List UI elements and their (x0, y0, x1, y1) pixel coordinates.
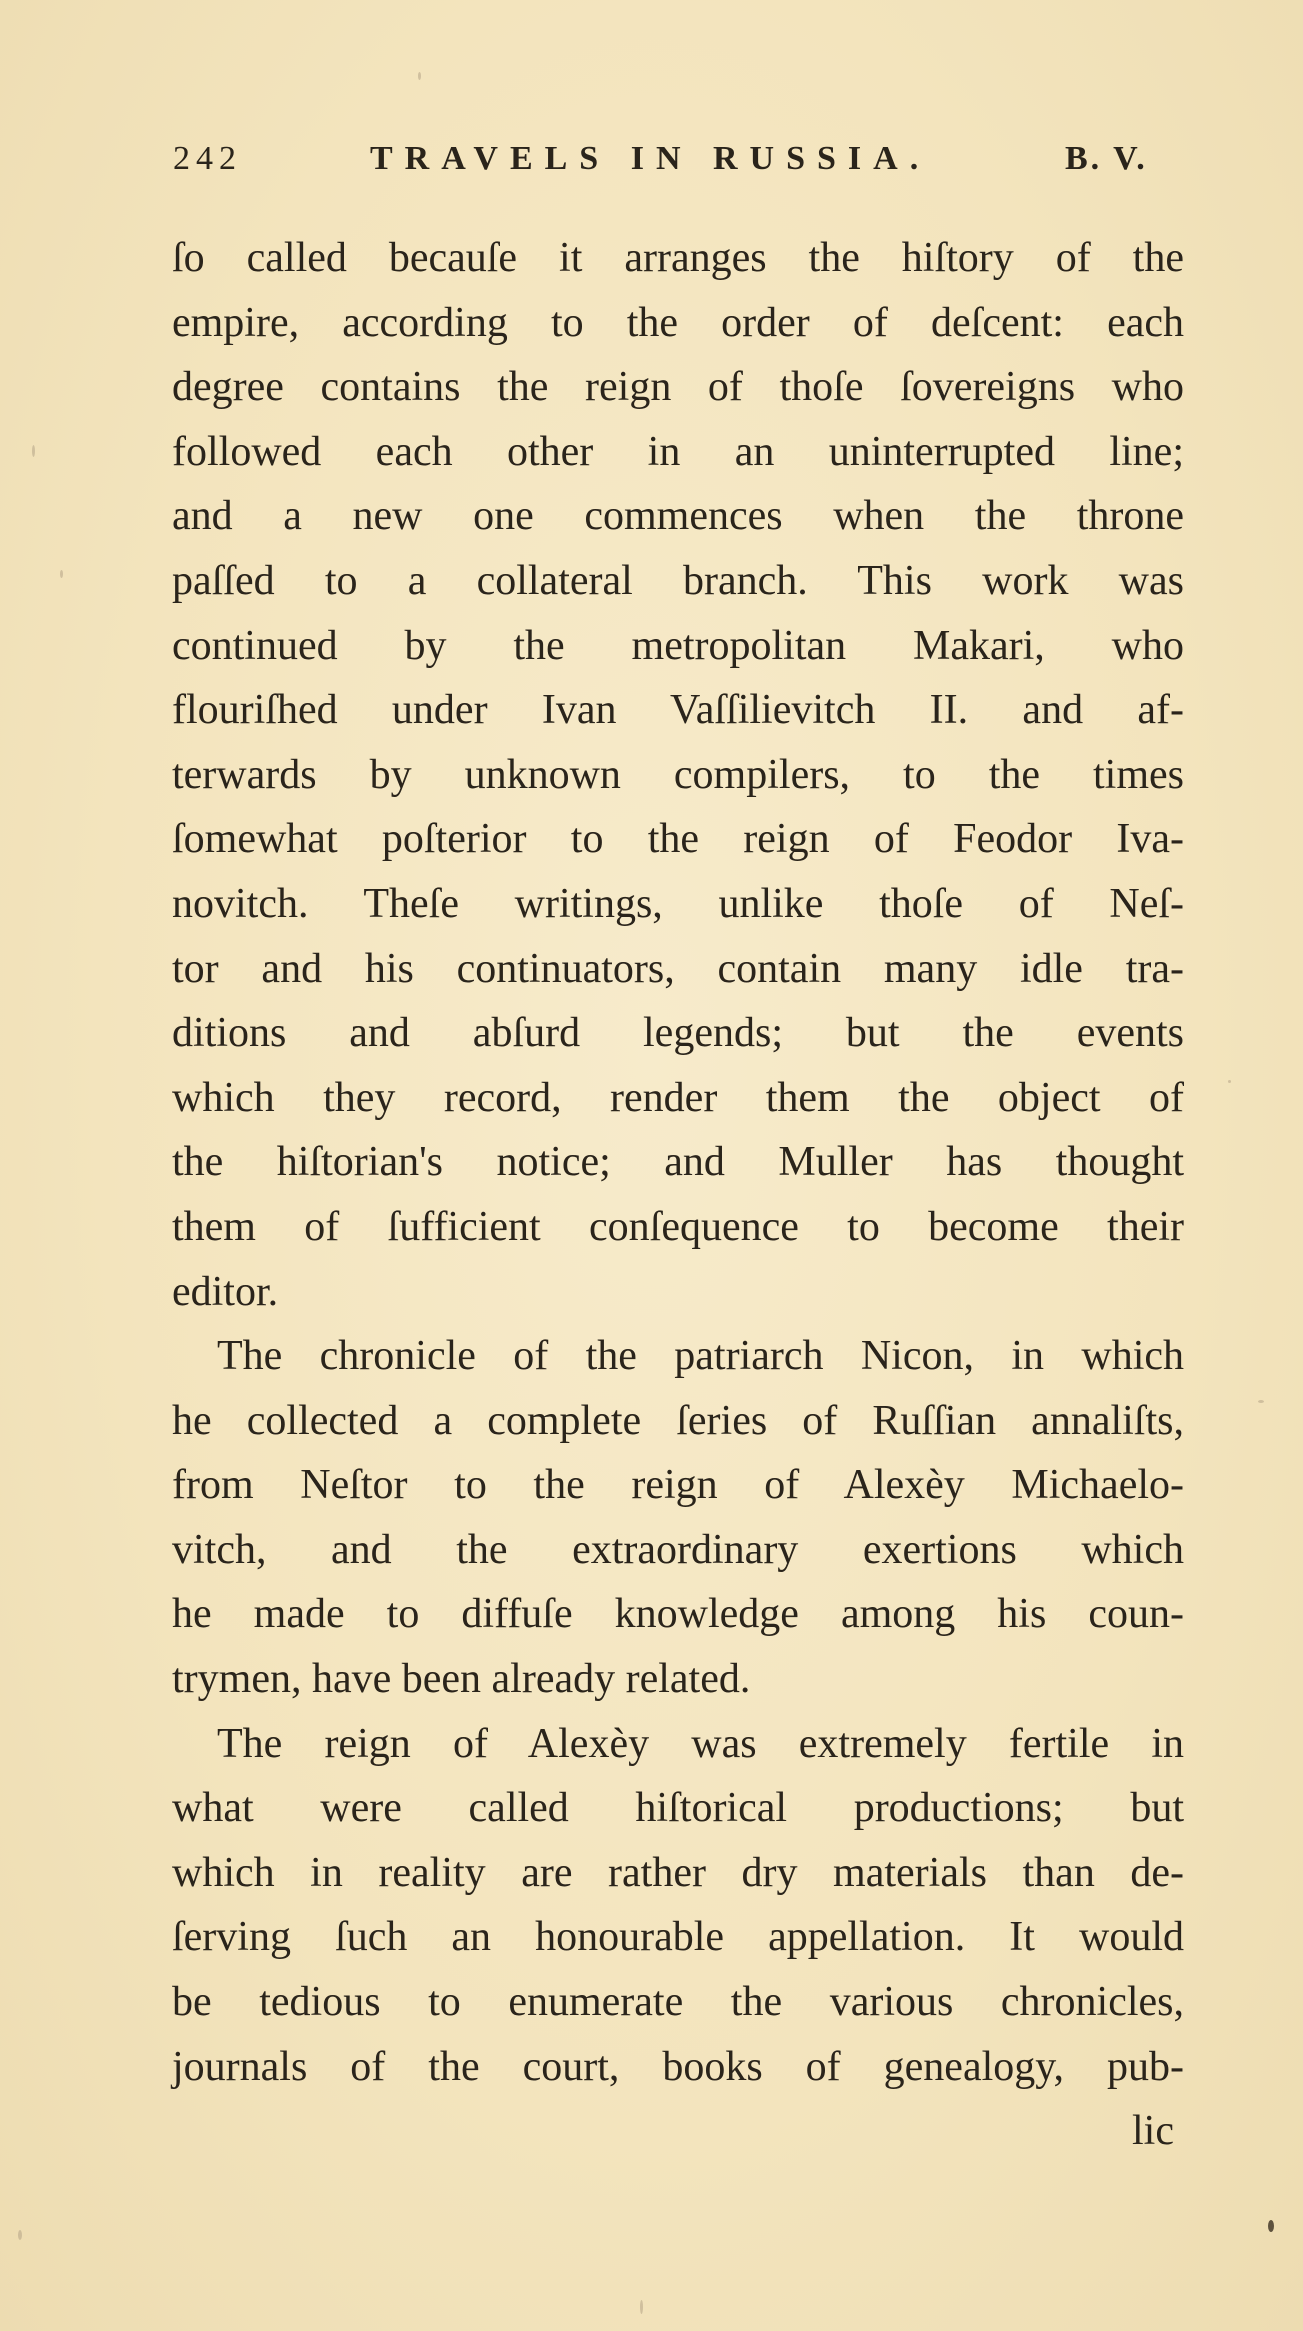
page-number: 242 (173, 140, 242, 177)
catchword: lic (1132, 2108, 1174, 2155)
text-line: tor and his continuators, contain many idle tra- (172, 945, 1184, 992)
text-line: novitch. Theſe writings, unlike thoſe of Neſ- (172, 880, 1184, 927)
text-line: the hiſtorian's notice; and Muller has thought (172, 1139, 1184, 1186)
text-line: he collected a complete ſeries of Ruſſian annaliſts, (172, 1397, 1184, 1444)
text-line: ſerving ſuch an honourable appellation. It would (172, 1914, 1184, 1961)
text-line: vitch, and the extraordinary exertions which (172, 1526, 1184, 1573)
paper-speck (60, 570, 63, 578)
text-line: which they record, render them the object of (172, 1074, 1184, 1121)
running-head (170, 140, 1190, 190)
running-head-title: TRAVELS IN RUSSIA. (370, 140, 931, 177)
text-line: ditions and abſurd legends; but the events (172, 1010, 1184, 1057)
body-text (172, 226, 1184, 2164)
text-line: and a new one commences when the throne (172, 493, 1184, 540)
text-line: empire, according to the order of deſcent: each (172, 299, 1184, 346)
text-line: what were called hiſtorical productions; but (172, 1785, 1184, 1832)
text-line: degree contains the reign of thoſe ſovereigns who (172, 364, 1184, 411)
text-line: terwards by unknown compilers, to the times (172, 751, 1184, 798)
paper-speck (1258, 1400, 1264, 1403)
text-line: he made to diffuſe knowledge among his coun- (172, 1591, 1184, 1638)
text-line: be tedious to enumerate the various chronicles, (172, 1979, 1184, 2026)
text-line: ſo called becauſe it arranges the hiſtory of the (172, 235, 1184, 281)
text-line: from Neſtor to the reign of Alexèy Michaelo- (172, 1462, 1184, 1509)
paper-speck (640, 2300, 643, 2314)
paper-speck (18, 2230, 22, 2240)
text-line: them of ſufficient conſequence to become their (172, 1203, 1184, 1250)
text-line: ſomewhat poſterior to the reign of Feodor Iva- (172, 816, 1184, 863)
text-line: continued by the metropolitan Makari, who (172, 622, 1184, 669)
paper-speck (1268, 2220, 1274, 2232)
text-line: flouriſhed under Ivan Vaſſilievitch II. and af- (172, 687, 1184, 734)
text-line: paſſed to a collateral branch. This work was (172, 557, 1184, 604)
paragraph-first-line: The reign of Alexèy was extremely fertile in (217, 1720, 1184, 1767)
paper-speck (418, 72, 421, 80)
paper-speck (32, 445, 35, 457)
book-reference: B. V. (1065, 140, 1148, 177)
text-line: trymen, have been already related. (172, 1656, 751, 1703)
paper-speck (1228, 1080, 1231, 1083)
text-line: journals of the court, books of genealogy, pub- (172, 2043, 1184, 2090)
text-line: followed each other in an uninterrupted line; (172, 428, 1184, 475)
paragraph-first-line: The chronicle of the patriarch Nicon, in which (217, 1333, 1184, 1380)
text-line: which in reality are rather dry materials than de- (172, 1849, 1184, 1896)
text-line: editor. (172, 1268, 279, 1315)
